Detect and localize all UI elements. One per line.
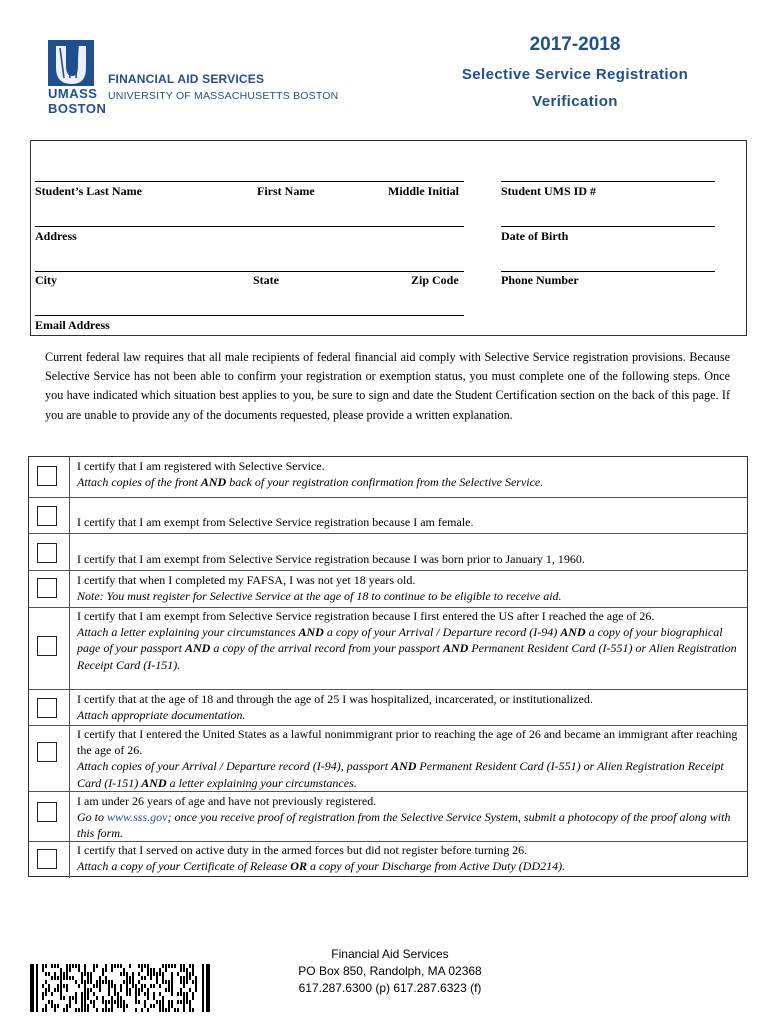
option-female bbox=[29, 497, 747, 534]
option-note: Attach a letter explaining your circumstances AND a copy of your Arrival / Departure record (I-94) AND a copy of your biographical page of your passport AND a copy of the arrival record from your passport AND Permanent Resident Card (I-551) or Alien Registration Receipt Card (I-151). bbox=[77, 625, 737, 672]
row-divider bbox=[69, 457, 70, 497]
city-state-zip-field[interactable] bbox=[35, 271, 464, 272]
footer-address: PO Box 850, Randolph, MA 02368 bbox=[298, 964, 482, 978]
state-label: State bbox=[253, 273, 279, 287]
email-label: Email Address bbox=[35, 318, 110, 332]
checkbox-female[interactable] bbox=[37, 506, 57, 526]
checkbox-institutionalized[interactable] bbox=[37, 698, 57, 718]
date-of-birth-label: Date of Birth bbox=[501, 229, 569, 243]
checkbox-active-duty[interactable] bbox=[37, 849, 57, 869]
academic-year: 2017-2018 bbox=[529, 34, 621, 55]
option-note: Attach a copy of your Certificate of Release OR a copy of your Discharge from Active Duty (DD214). bbox=[77, 859, 566, 874]
option-under-26-not-registered bbox=[29, 791, 747, 842]
student-info-section bbox=[30, 140, 747, 336]
option-text: I certify that I entered the United States as a lawful nonimmigrant prior to reaching the age of 26 and became an immigrant after reaching the age of 26. bbox=[77, 727, 738, 758]
logo-umass-text: UMASS BOSTON bbox=[48, 86, 107, 116]
option-registered bbox=[29, 457, 747, 497]
option-text: I certify that I am registered with Selective Service. bbox=[77, 459, 325, 473]
option-note: Attach copies of the front AND back of your registration confirmation from the Selective Service. bbox=[77, 475, 544, 490]
ums-id-field[interactable] bbox=[501, 181, 715, 182]
umass-u-emblem-icon bbox=[48, 40, 94, 86]
umass-logo-mark bbox=[48, 40, 94, 86]
checkbox-born-before-1960[interactable] bbox=[37, 543, 57, 563]
checkbox-registered[interactable] bbox=[37, 466, 57, 486]
city-label: City bbox=[35, 273, 57, 287]
last-name-field[interactable] bbox=[35, 181, 464, 182]
instructions-paragraph: Current federal law requires that all male recipients of federal financial aid comply with Selective Service registration provisions. Because Selective Service has not been able to confirm your registration or exemption status, you must complete one of the following steps. Once you have indicated which situation best applies to you, be sure to sign and date the Student Certification section on the back of this page. If you are unable to provide any of the documents requested, please provide a written explanation. bbox=[45, 350, 730, 422]
footer-phone: 617.287.6300 (p) 617.287.6323 (f) bbox=[298, 981, 482, 995]
row-divider bbox=[69, 792, 70, 842]
row-divider bbox=[69, 842, 70, 878]
email-field[interactable] bbox=[35, 315, 464, 316]
option-born-before-1960 bbox=[29, 533, 747, 571]
certification-options bbox=[28, 456, 748, 877]
row-divider bbox=[69, 498, 70, 534]
checkbox-entered-after-26[interactable] bbox=[37, 636, 57, 656]
university-name: UNIVERSITY OF MASSACHUSETTS BOSTON bbox=[108, 90, 339, 102]
checkbox-nonimmigrant[interactable] bbox=[37, 742, 57, 762]
option-text: I certify that I served on active duty in the armed forces but did not register before turning 26. bbox=[77, 843, 528, 857]
option-note: Note: You must register for Selective Service at the age of 18 to continue to be eligible to receive aid. bbox=[77, 589, 562, 604]
option-note: Attach appropriate documentation. bbox=[77, 708, 246, 723]
form-title-line2: Verification bbox=[532, 93, 618, 110]
ums-id-label: Student UMS ID # bbox=[501, 184, 597, 198]
option-note: Go to www.sss.gov; once you receive proof of registration from the Selective Service System, submit a photocopy of the proof along with this form. bbox=[77, 810, 731, 841]
option-text: I certify that at the age of 18 and through the age of 25 I was hospitalized, incarcerated, or institutionalized. bbox=[77, 692, 593, 706]
office-name: FINANCIAL AID SERVICES bbox=[108, 72, 265, 86]
option-active-duty bbox=[29, 841, 747, 878]
umass-boston-logo bbox=[48, 40, 339, 120]
footer-office: Financial Aid Services bbox=[331, 947, 449, 961]
option-nonimmigrant bbox=[29, 725, 747, 792]
form-title-line1: Selective Service Registration bbox=[461, 66, 689, 83]
date-of-birth-field[interactable] bbox=[501, 226, 715, 227]
option-entered-after-26 bbox=[29, 607, 747, 690]
address-label: Address bbox=[35, 229, 77, 243]
option-text: I certify that I am exempt from Selective Service registration because I was born prior to January 1, 1960. bbox=[77, 552, 585, 566]
row-divider bbox=[69, 608, 70, 690]
option-under-18 bbox=[29, 570, 747, 608]
phone-number-label: Phone Number bbox=[501, 273, 579, 287]
sss-gov-link[interactable]: www.sss.gov bbox=[107, 810, 168, 825]
row-divider bbox=[69, 690, 70, 726]
option-text: I certify that I am exempt from Selective Service registration because I first entered the US after I reached the age of 26. bbox=[77, 609, 655, 623]
row-divider bbox=[69, 726, 70, 792]
zip-code-label: Zip Code bbox=[411, 273, 459, 287]
last-name-label: Student’s Last Name bbox=[35, 184, 142, 198]
option-institutionalized bbox=[29, 689, 747, 726]
checkbox-under-18[interactable] bbox=[37, 578, 57, 598]
row-divider bbox=[69, 534, 70, 571]
option-text: I am under 26 years of age and have not previously registered. bbox=[77, 794, 377, 808]
option-text: I certify that I am exempt from Selective Service registration because I am female. bbox=[77, 515, 474, 529]
checkbox-under-26-not-registered[interactable] bbox=[37, 802, 57, 822]
footer-contact bbox=[250, 946, 530, 997]
barcode-icon bbox=[30, 964, 214, 1012]
address-field[interactable] bbox=[35, 226, 464, 227]
option-note: Attach copies of your Arrival / Departure record (I-94), passport AND Permanent Resident Card (I-551) or Alien Registration Receipt Card (I-151) AND a letter explaining your circumstances. bbox=[77, 759, 724, 790]
first-name-label: First Name bbox=[257, 184, 315, 198]
option-text: I certify that when I completed my FAFSA, I was not yet 18 years old. bbox=[77, 573, 416, 587]
row-divider bbox=[69, 571, 70, 608]
phone-number-field[interactable] bbox=[501, 271, 715, 272]
middle-initial-label: Middle Initial bbox=[388, 184, 460, 198]
